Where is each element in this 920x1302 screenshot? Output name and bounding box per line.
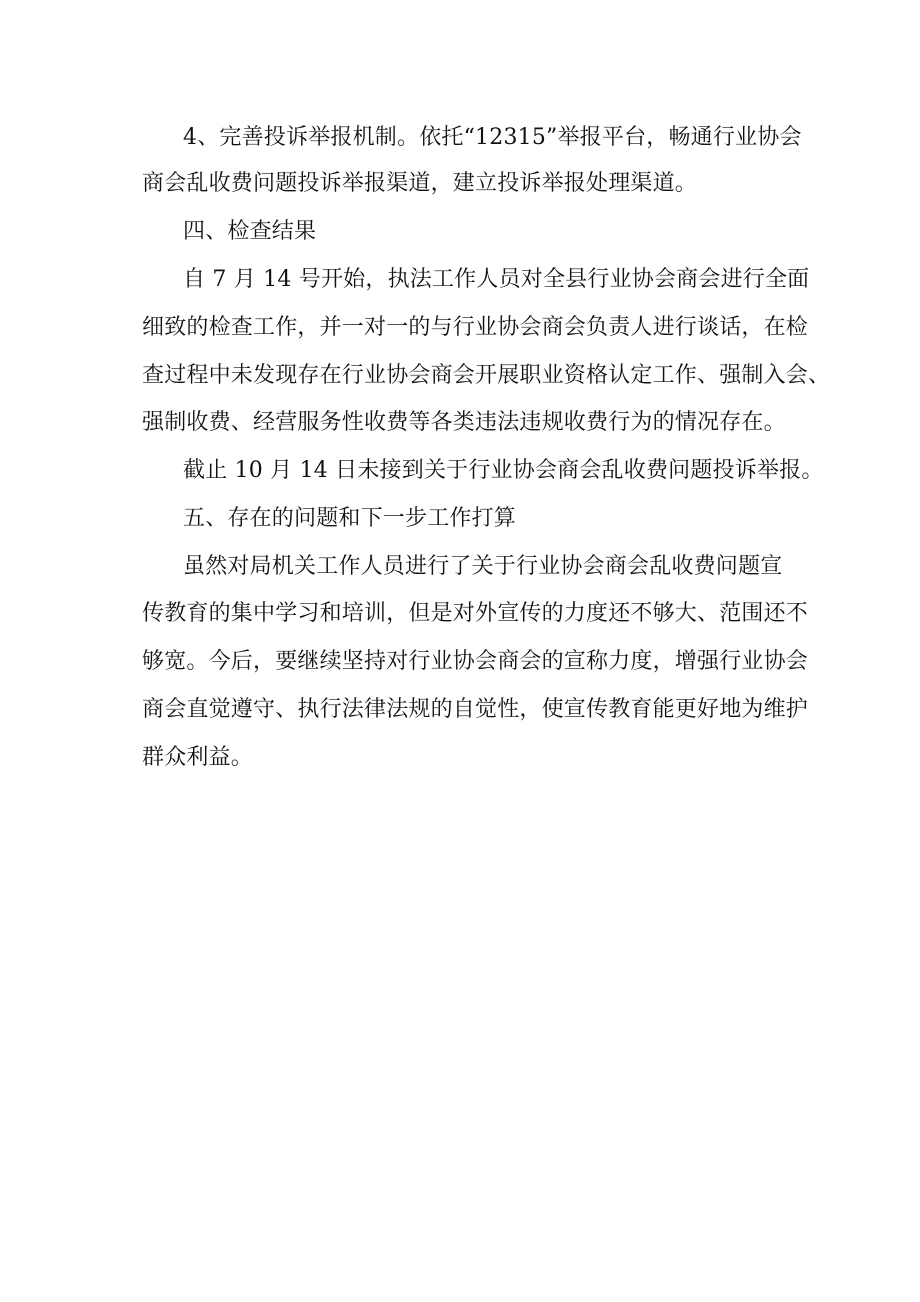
- paragraph-line: 商会直觉遵守、执行法律法规的自觉性，使宣传教育能更好地为维护: [142, 697, 809, 722]
- paragraph-line: 细致的检查工作，并一对一的与行业协会商会负责人进行谈话，在检: [142, 315, 809, 340]
- paragraph-line: 够宽。今后，要继续坚持对行业协会商会的宣称力度，增强行业协会: [142, 649, 809, 674]
- section-heading: 五、存在的问题和下一步工作打算: [183, 506, 517, 531]
- paragraph-line: 商会乱收费问题投诉举报渠道，建立投诉举报处理渠道。: [142, 171, 698, 196]
- section-heading: 四、检查结果: [183, 219, 317, 244]
- paragraph-line: 4、完善投诉举报机制。依托“12315”举报平台，畅通行业协会: [183, 125, 802, 150]
- paragraph-line: 查过程中未发现存在行业协会商会开展职业资格认定工作、强制入会、: [142, 363, 831, 388]
- paragraph-line: 群众利益。: [142, 745, 254, 770]
- paragraph-line: 自 7 月 14 号开始，执法工作人员对全县行业协会商会进行全面: [183, 267, 810, 292]
- paragraph-line: 强制收费、经营服务性收费等各类违法违规收费行为的情况存在。: [142, 410, 786, 435]
- paragraph-line: 虽然对局机关工作人员进行了关于行业协会商会乱收费问题宣: [183, 554, 783, 579]
- paragraph-line: 传教育的集中学习和培训，但是对外宣传的力度还不够大、范围还不: [142, 601, 809, 626]
- paragraph-line: 截止 10 月 14 日未接到关于行业协会商会乱收费问题投诉举报。: [183, 458, 824, 483]
